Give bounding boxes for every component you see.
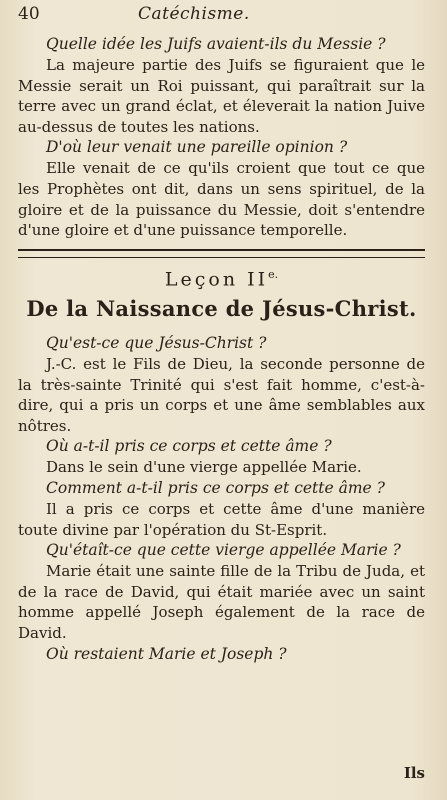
question: D'où leur venait une pareille opinion ? [46, 138, 348, 157]
lesson-label: Leçon $II^{e.}$ [164, 267, 279, 291]
running-title: Catéchisme. [138, 4, 250, 24]
answer: J.-C. est le Fils de Dieu, la seconde personne de la très-sainte Trinité qui s'est fait homme, c'est-à-dire, qui a pris un corps et une âme semblables aux nôtres. [18, 355, 425, 435]
section-divider [18, 249, 425, 258]
question: Quelle idée les Juifs avaient-ils du Messie ? [46, 35, 386, 53]
question: Comment a-t-il pris ce corps et cette âme ? [46, 479, 385, 498]
question: Qu'est-ce que Jésus-Christ ? [46, 334, 267, 353]
answer: Marie était une sainte fille de la Tribu de Juda, et de la race de David, qui était mariée avec un saint homme appellé Joseph également de la race de David. [18, 562, 425, 643]
running-head [18, 4, 425, 34]
question: Qu'étaît-ce que cette vierge appellée Marie ? [46, 541, 401, 560]
answer: La majeure partie des Juifs se figuraient que le Messie serait un Roi puissant, qui paraîtrait sur la terre avec un grand éclat, et éleverait la nation Juive au-dessus de toutes les nations. [18, 56, 425, 136]
catchword: Ils [403, 764, 425, 782]
catechism-block-1 [18, 34, 425, 241]
answer: Il a pris ce corps et cette âme d'une manière toute divine par l'opération du St-Esprit. [18, 500, 425, 539]
lesson-title: De la Naissance de Jésus-Christ. [26, 296, 417, 322]
answer: Elle venait de ce qu'ils croient que tout ce que les Prophètes ont dit, dans un sens spirituel, de la gloire et de la puissance du Messie, doit s'entendre d'une gloire et d'une puissance temporelle. [18, 159, 425, 240]
answer: Dans le sein d'une vierge appellée Marie. [46, 458, 362, 477]
question: Où restaient Marie et Joseph ? [46, 644, 287, 663]
page-number: 40 [18, 4, 40, 24]
question: Où a-t-il pris ce corps et cette âme ? [46, 437, 332, 456]
catechism-block-2 [18, 333, 425, 665]
